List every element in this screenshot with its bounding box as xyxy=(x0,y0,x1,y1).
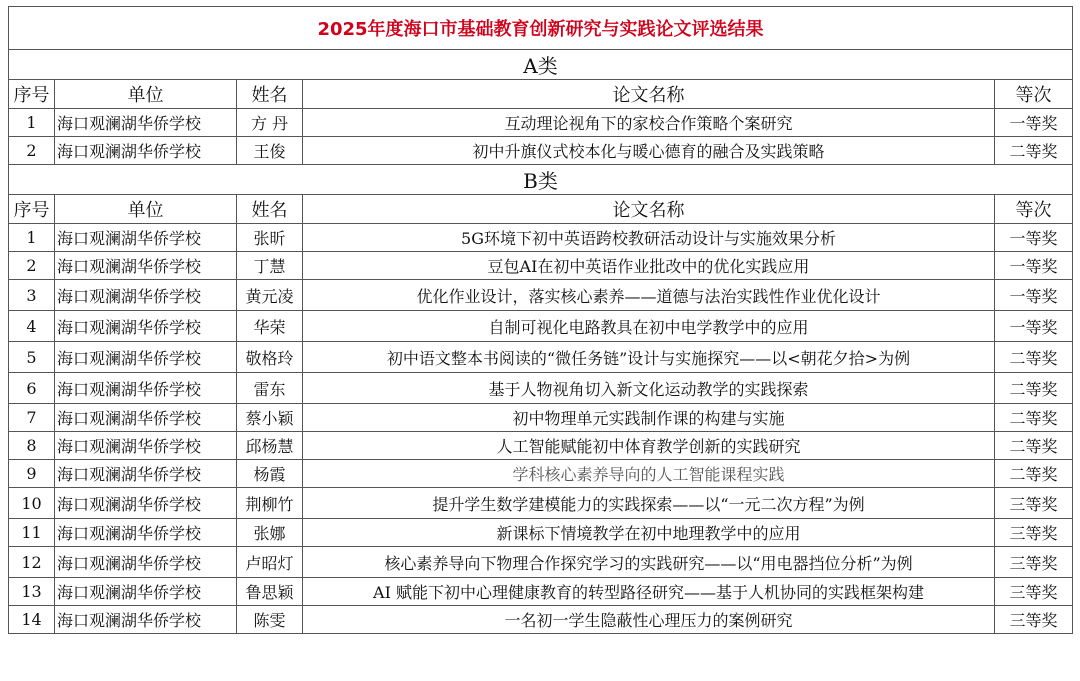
cell-grade: 一等奖 xyxy=(995,280,1073,311)
column-header-name: 姓名 xyxy=(237,80,303,109)
table-row xyxy=(9,432,1073,460)
cell-unit: 海口观澜湖华侨学校 xyxy=(55,224,237,252)
cell-paper: 自制可视化电路教具在初中电学教学中的应用 xyxy=(303,311,995,342)
cell-name: 邱杨慧 xyxy=(237,432,303,460)
cell-paper: 学科核心素养导向的人工智能课程实践 xyxy=(303,460,995,488)
cell-grade: 一等奖 xyxy=(995,109,1073,137)
cell-paper: 初中升旗仪式校本化与暖心德育的融合及实践策略 xyxy=(303,137,995,165)
cell-grade: 三等奖 xyxy=(995,547,1073,578)
cell-grade: 三等奖 xyxy=(995,606,1073,634)
cell-no: 8 xyxy=(9,432,55,460)
column-header-unit: 单位 xyxy=(55,195,237,224)
cell-unit: 海口观澜湖华侨学校 xyxy=(55,373,237,404)
section-row xyxy=(9,50,1073,80)
cell-no: 3 xyxy=(9,280,55,311)
table-row xyxy=(9,547,1073,578)
cell-no: 2 xyxy=(9,137,55,165)
table-row xyxy=(9,488,1073,519)
cell-grade: 一等奖 xyxy=(995,311,1073,342)
cell-unit: 海口观澜湖华侨学校 xyxy=(55,404,237,432)
column-header-grade: 等次 xyxy=(995,195,1073,224)
cell-no: 6 xyxy=(9,373,55,404)
table-row xyxy=(9,373,1073,404)
cell-paper: 5G环境下初中英语跨校教研活动设计与实施效果分析 xyxy=(303,224,995,252)
cell-name: 华荣 xyxy=(237,311,303,342)
cell-name: 张昕 xyxy=(237,224,303,252)
cell-no: 2 xyxy=(9,252,55,280)
cell-unit: 海口观澜湖华侨学校 xyxy=(55,606,237,634)
cell-unit: 海口观澜湖华侨学校 xyxy=(55,280,237,311)
cell-name: 张娜 xyxy=(237,519,303,547)
page-title: 2025年度海口市基础教育创新研究与实践论文评选结果 xyxy=(9,7,1073,50)
cell-paper: 提升学生数学建模能力的实践探索——以“一元二次方程”为例 xyxy=(303,488,995,519)
table-row xyxy=(9,280,1073,311)
cell-paper: 人工智能赋能初中体育教学创新的实践研究 xyxy=(303,432,995,460)
cell-paper: 基于人物视角切入新文化运动教学的实践探索 xyxy=(303,373,995,404)
cell-name: 鲁思颖 xyxy=(237,578,303,606)
header-row xyxy=(9,80,1073,109)
table-row xyxy=(9,519,1073,547)
cell-paper: 初中物理单元实践制作课的构建与实施 xyxy=(303,404,995,432)
cell-name: 陈雯 xyxy=(237,606,303,634)
cell-no: 9 xyxy=(9,460,55,488)
cell-unit: 海口观澜湖华侨学校 xyxy=(55,137,237,165)
table-row xyxy=(9,460,1073,488)
cell-name: 敬格玲 xyxy=(237,342,303,373)
column-header-name: 姓名 xyxy=(237,195,303,224)
cell-grade: 二等奖 xyxy=(995,342,1073,373)
column-header-paper: 论文名称 xyxy=(303,80,995,109)
cell-unit: 海口观澜湖华侨学校 xyxy=(55,488,237,519)
cell-no: 5 xyxy=(9,342,55,373)
cell-unit: 海口观澜湖华侨学校 xyxy=(55,252,237,280)
table-row xyxy=(9,342,1073,373)
results-table xyxy=(8,6,1073,634)
cell-grade: 二等奖 xyxy=(995,404,1073,432)
table-row xyxy=(9,404,1073,432)
header-row xyxy=(9,195,1073,224)
cell-no: 14 xyxy=(9,606,55,634)
cell-name: 雷东 xyxy=(237,373,303,404)
cell-grade: 二等奖 xyxy=(995,137,1073,165)
table-row xyxy=(9,252,1073,280)
cell-unit: 海口观澜湖华侨学校 xyxy=(55,460,237,488)
cell-paper: 核心素养导向下物理合作探究学习的实践研究——以“用电器挡位分析”为例 xyxy=(303,547,995,578)
table-row xyxy=(9,606,1073,634)
column-header-no: 序号 xyxy=(9,80,55,109)
cell-grade: 三等奖 xyxy=(995,578,1073,606)
cell-name: 方 丹 xyxy=(237,109,303,137)
column-header-paper: 论文名称 xyxy=(303,195,995,224)
cell-paper: 新课标下情境教学在初中地理教学中的应用 xyxy=(303,519,995,547)
cell-name: 杨霞 xyxy=(237,460,303,488)
cell-grade: 一等奖 xyxy=(995,252,1073,280)
table-row xyxy=(9,137,1073,165)
cell-no: 11 xyxy=(9,519,55,547)
cell-unit: 海口观澜湖华侨学校 xyxy=(55,342,237,373)
cell-paper: 豆包AI在初中英语作业批改中的优化实践应用 xyxy=(303,252,995,280)
cell-no: 1 xyxy=(9,109,55,137)
table-row xyxy=(9,578,1073,606)
cell-unit: 海口观澜湖华侨学校 xyxy=(55,547,237,578)
cell-unit: 海口观澜湖华侨学校 xyxy=(55,109,237,137)
column-header-unit: 单位 xyxy=(55,80,237,109)
cell-grade: 三等奖 xyxy=(995,519,1073,547)
cell-no: 1 xyxy=(9,224,55,252)
cell-paper: 互动理论视角下的家校合作策略个案研究 xyxy=(303,109,995,137)
cell-name: 黄元凌 xyxy=(237,280,303,311)
column-header-no: 序号 xyxy=(9,195,55,224)
cell-unit: 海口观澜湖华侨学校 xyxy=(55,432,237,460)
cell-paper: AI 赋能下初中心理健康教育的转型路径研究——基于人机协同的实践框架构建 xyxy=(303,578,995,606)
cell-grade: 二等奖 xyxy=(995,460,1073,488)
cell-paper: 初中语文整本书阅读的“微任务链”设计与实施探究——以<朝花夕拾>为例 xyxy=(303,342,995,373)
cell-no: 4 xyxy=(9,311,55,342)
cell-paper: 优化作业设计，落实核心素养——道德与法治实践性作业优化设计 xyxy=(303,280,995,311)
cell-no: 13 xyxy=(9,578,55,606)
table-row xyxy=(9,224,1073,252)
section-label: B类 xyxy=(9,165,1073,195)
cell-paper: 一名初一学生隐蔽性心理压力的案例研究 xyxy=(303,606,995,634)
section-label: A类 xyxy=(9,50,1073,80)
section-row xyxy=(9,165,1073,195)
cell-name: 荆柳竹 xyxy=(237,488,303,519)
cell-name: 丁慧 xyxy=(237,252,303,280)
table-row xyxy=(9,311,1073,342)
column-header-grade: 等次 xyxy=(995,80,1073,109)
cell-name: 卢昭灯 xyxy=(237,547,303,578)
cell-no: 10 xyxy=(9,488,55,519)
cell-grade: 一等奖 xyxy=(995,224,1073,252)
cell-unit: 海口观澜湖华侨学校 xyxy=(55,519,237,547)
cell-name: 王俊 xyxy=(237,137,303,165)
cell-grade: 三等奖 xyxy=(995,488,1073,519)
table-row xyxy=(9,109,1073,137)
cell-unit: 海口观澜湖华侨学校 xyxy=(55,578,237,606)
cell-no: 7 xyxy=(9,404,55,432)
cell-grade: 二等奖 xyxy=(995,432,1073,460)
cell-unit: 海口观澜湖华侨学校 xyxy=(55,311,237,342)
cell-no: 12 xyxy=(9,547,55,578)
cell-name: 蔡小颖 xyxy=(237,404,303,432)
cell-grade: 二等奖 xyxy=(995,373,1073,404)
